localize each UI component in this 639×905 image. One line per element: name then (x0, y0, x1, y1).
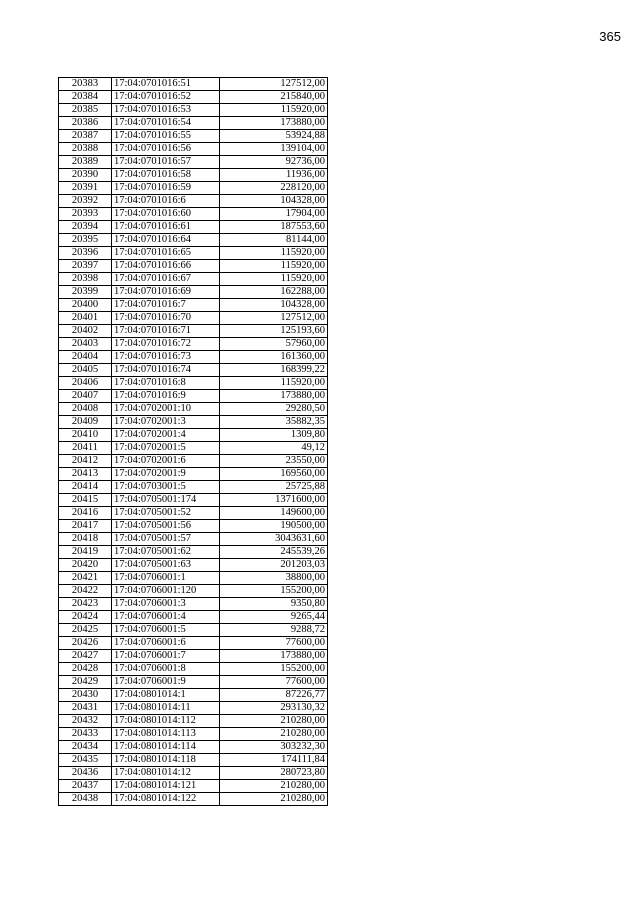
table-row (59, 520, 328, 533)
cadastral-number-cell: 17:04:0703001:5 (112, 481, 220, 494)
value-cell: 115920,00 (220, 273, 328, 286)
row-number-cell: 20429 (59, 676, 112, 689)
cadastral-number-cell: 17:04:0701016:65 (112, 247, 220, 260)
value-cell: 187553,60 (220, 221, 328, 234)
cadastral-number-cell: 17:04:0801014:121 (112, 780, 220, 793)
value-cell: 210280,00 (220, 715, 328, 728)
value-cell: 115920,00 (220, 247, 328, 260)
row-number-cell: 20436 (59, 767, 112, 780)
value-cell: 49,12 (220, 442, 328, 455)
table-row (59, 546, 328, 559)
value-cell: 190500,00 (220, 520, 328, 533)
cadastral-number-cell: 17:04:0801014:118 (112, 754, 220, 767)
table-body (59, 78, 328, 806)
cadastral-number-cell: 17:04:0702001:4 (112, 429, 220, 442)
cadastral-number-cell: 17:04:0706001:9 (112, 676, 220, 689)
row-number-cell: 20384 (59, 91, 112, 104)
row-number-cell: 20438 (59, 793, 112, 806)
row-number-cell: 20409 (59, 416, 112, 429)
table-row (59, 611, 328, 624)
value-cell: 115920,00 (220, 104, 328, 117)
cadastral-number-cell: 17:04:0706001:120 (112, 585, 220, 598)
cadastral-number-cell: 17:04:0701016:59 (112, 182, 220, 195)
table-row (59, 455, 328, 468)
table-row (59, 299, 328, 312)
value-cell: 174111,84 (220, 754, 328, 767)
table-row (59, 104, 328, 117)
table-row (59, 572, 328, 585)
cadastral-number-cell: 17:04:0701016:60 (112, 208, 220, 221)
cadastral-number-cell: 17:04:0702001:3 (112, 416, 220, 429)
table-row (59, 260, 328, 273)
row-number-cell: 20404 (59, 351, 112, 364)
row-number-cell: 20407 (59, 390, 112, 403)
cadastral-number-cell: 17:04:0801014:112 (112, 715, 220, 728)
row-number-cell: 20431 (59, 702, 112, 715)
table-row (59, 663, 328, 676)
table-row (59, 351, 328, 364)
row-number-cell: 20386 (59, 117, 112, 130)
cadastral-number-cell: 17:04:0801014:1 (112, 689, 220, 702)
cadastral-number-cell: 17:04:0706001:8 (112, 663, 220, 676)
value-cell: 280723,80 (220, 767, 328, 780)
row-number-cell: 20389 (59, 156, 112, 169)
table-row (59, 741, 328, 754)
row-number-cell: 20383 (59, 78, 112, 91)
row-number-cell: 20397 (59, 260, 112, 273)
row-number-cell: 20410 (59, 429, 112, 442)
row-number-cell: 20394 (59, 221, 112, 234)
table-row (59, 130, 328, 143)
cadastral-number-cell: 17:04:0702001:6 (112, 455, 220, 468)
table-row (59, 793, 328, 806)
value-cell: 25725,88 (220, 481, 328, 494)
table-row (59, 182, 328, 195)
cadastral-value-table (58, 77, 328, 806)
row-number-cell: 20403 (59, 338, 112, 351)
value-cell: 11936,00 (220, 169, 328, 182)
value-cell: 127512,00 (220, 78, 328, 91)
cadastral-number-cell: 17:04:0702001:9 (112, 468, 220, 481)
cadastral-number-cell: 17:04:0705001:52 (112, 507, 220, 520)
row-number-cell: 20396 (59, 247, 112, 260)
row-number-cell: 20425 (59, 624, 112, 637)
row-number-cell: 20398 (59, 273, 112, 286)
value-cell: 17904,00 (220, 208, 328, 221)
value-cell: 87226,77 (220, 689, 328, 702)
row-number-cell: 20393 (59, 208, 112, 221)
table-row (59, 494, 328, 507)
value-cell: 303232,30 (220, 741, 328, 754)
value-cell: 115920,00 (220, 377, 328, 390)
value-cell: 77600,00 (220, 676, 328, 689)
value-cell: 127512,00 (220, 312, 328, 325)
value-cell: 215840,00 (220, 91, 328, 104)
table-row (59, 143, 328, 156)
cadastral-number-cell: 17:04:0801014:113 (112, 728, 220, 741)
cadastral-number-cell: 17:04:0801014:11 (112, 702, 220, 715)
table-row (59, 234, 328, 247)
row-number-cell: 20435 (59, 754, 112, 767)
table-row (59, 754, 328, 767)
row-number-cell: 20414 (59, 481, 112, 494)
row-number-cell: 20420 (59, 559, 112, 572)
table-row (59, 91, 328, 104)
cadastral-number-cell: 17:04:0701016:9 (112, 390, 220, 403)
table-row (59, 117, 328, 130)
row-number-cell: 20418 (59, 533, 112, 546)
row-number-cell: 20390 (59, 169, 112, 182)
value-cell: 173880,00 (220, 650, 328, 663)
cadastral-number-cell: 17:04:0706001:7 (112, 650, 220, 663)
table-row (59, 221, 328, 234)
table-row (59, 507, 328, 520)
table-row (59, 325, 328, 338)
cadastral-number-cell: 17:04:0701016:72 (112, 338, 220, 351)
row-number-cell: 20399 (59, 286, 112, 299)
row-number-cell: 20419 (59, 546, 112, 559)
table-row (59, 429, 328, 442)
value-cell: 35882,35 (220, 416, 328, 429)
value-cell: 210280,00 (220, 793, 328, 806)
row-number-cell: 20430 (59, 689, 112, 702)
table-row (59, 702, 328, 715)
row-number-cell: 20434 (59, 741, 112, 754)
value-cell: 81144,00 (220, 234, 328, 247)
value-cell: 168399,22 (220, 364, 328, 377)
value-cell: 104328,00 (220, 195, 328, 208)
table-row (59, 338, 328, 351)
cadastral-number-cell: 17:04:0701016:6 (112, 195, 220, 208)
row-number-cell: 20406 (59, 377, 112, 390)
value-cell: 3043631,60 (220, 533, 328, 546)
table-row (59, 533, 328, 546)
value-cell: 201203,03 (220, 559, 328, 572)
row-number-cell: 20427 (59, 650, 112, 663)
value-cell: 228120,00 (220, 182, 328, 195)
value-cell: 38800,00 (220, 572, 328, 585)
cadastral-number-cell: 17:04:0701016:66 (112, 260, 220, 273)
cadastral-number-cell: 17:04:0705001:56 (112, 520, 220, 533)
table-row (59, 195, 328, 208)
cadastral-number-cell: 17:04:0701016:69 (112, 286, 220, 299)
cadastral-number-cell: 17:04:0705001:62 (112, 546, 220, 559)
cadastral-number-cell: 17:04:0701016:73 (112, 351, 220, 364)
value-cell: 210280,00 (220, 780, 328, 793)
value-cell: 9350,80 (220, 598, 328, 611)
cadastral-number-cell: 17:04:0702001:10 (112, 403, 220, 416)
value-cell: 77600,00 (220, 637, 328, 650)
cadastral-number-cell: 17:04:0801014:122 (112, 793, 220, 806)
page-number: 365 (599, 29, 621, 44)
value-cell: 169560,00 (220, 468, 328, 481)
cadastral-number-cell: 17:04:0701016:58 (112, 169, 220, 182)
value-cell: 155200,00 (220, 585, 328, 598)
value-cell: 9265,44 (220, 611, 328, 624)
value-cell: 245539,26 (220, 546, 328, 559)
table-row (59, 637, 328, 650)
table-row (59, 416, 328, 429)
value-cell: 1371600,00 (220, 494, 328, 507)
table-row (59, 468, 328, 481)
row-number-cell: 20428 (59, 663, 112, 676)
cadastral-number-cell: 17:04:0801014:12 (112, 767, 220, 780)
value-cell: 173880,00 (220, 117, 328, 130)
cadastral-number-cell: 17:04:0701016:8 (112, 377, 220, 390)
value-cell: 1309,80 (220, 429, 328, 442)
table-row (59, 403, 328, 416)
cadastral-number-cell: 17:04:0702001:5 (112, 442, 220, 455)
value-cell: 29280,50 (220, 403, 328, 416)
row-number-cell: 20400 (59, 299, 112, 312)
row-number-cell: 20395 (59, 234, 112, 247)
row-number-cell: 20423 (59, 598, 112, 611)
row-number-cell: 20417 (59, 520, 112, 533)
cadastral-number-cell: 17:04:0701016:55 (112, 130, 220, 143)
row-number-cell: 20401 (59, 312, 112, 325)
table-row (59, 156, 328, 169)
cadastral-number-cell: 17:04:0701016:67 (112, 273, 220, 286)
row-number-cell: 20412 (59, 455, 112, 468)
table-row (59, 78, 328, 91)
row-number-cell: 20411 (59, 442, 112, 455)
table-row (59, 442, 328, 455)
row-number-cell: 20392 (59, 195, 112, 208)
value-cell: 210280,00 (220, 728, 328, 741)
cadastral-number-cell: 17:04:0705001:174 (112, 494, 220, 507)
cadastral-number-cell: 17:04:0706001:1 (112, 572, 220, 585)
row-number-cell: 20426 (59, 637, 112, 650)
row-number-cell: 20421 (59, 572, 112, 585)
value-cell: 23550,00 (220, 455, 328, 468)
row-number-cell: 20391 (59, 182, 112, 195)
table-row (59, 598, 328, 611)
row-number-cell: 20422 (59, 585, 112, 598)
row-number-cell: 20405 (59, 364, 112, 377)
cadastral-number-cell: 17:04:0706001:5 (112, 624, 220, 637)
cadastral-number-cell: 17:04:0701016:52 (112, 91, 220, 104)
value-cell: 92736,00 (220, 156, 328, 169)
table-row (59, 585, 328, 598)
row-number-cell: 20413 (59, 468, 112, 481)
table-row (59, 689, 328, 702)
table-row (59, 273, 328, 286)
table-row (59, 312, 328, 325)
value-cell: 162288,00 (220, 286, 328, 299)
cadastral-number-cell: 17:04:0701016:56 (112, 143, 220, 156)
cadastral-number-cell: 17:04:0706001:6 (112, 637, 220, 650)
table-row (59, 377, 328, 390)
cadastral-number-cell: 17:04:0705001:57 (112, 533, 220, 546)
table-row (59, 364, 328, 377)
value-cell: 149600,00 (220, 507, 328, 520)
row-number-cell: 20432 (59, 715, 112, 728)
table-row (59, 676, 328, 689)
cadastral-number-cell: 17:04:0801014:114 (112, 741, 220, 754)
value-cell: 293130,32 (220, 702, 328, 715)
value-cell: 57960,00 (220, 338, 328, 351)
cadastral-number-cell: 17:04:0701016:74 (112, 364, 220, 377)
cadastral-number-cell: 17:04:0706001:4 (112, 611, 220, 624)
value-cell: 115920,00 (220, 260, 328, 273)
cadastral-number-cell: 17:04:0705001:63 (112, 559, 220, 572)
value-cell: 9288,72 (220, 624, 328, 637)
cadastral-number-cell: 17:04:0701016:64 (112, 234, 220, 247)
cadastral-number-cell: 17:04:0701016:51 (112, 78, 220, 91)
value-cell: 139104,00 (220, 143, 328, 156)
table-row (59, 650, 328, 663)
row-number-cell: 20388 (59, 143, 112, 156)
cadastral-number-cell: 17:04:0701016:70 (112, 312, 220, 325)
table-row (59, 247, 328, 260)
row-number-cell: 20408 (59, 403, 112, 416)
table-row (59, 390, 328, 403)
cadastral-number-cell: 17:04:0701016:7 (112, 299, 220, 312)
table-row (59, 767, 328, 780)
cadastral-number-cell: 17:04:0701016:54 (112, 117, 220, 130)
table-row (59, 780, 328, 793)
row-number-cell: 20424 (59, 611, 112, 624)
cadastral-number-cell: 17:04:0701016:53 (112, 104, 220, 117)
cadastral-number-cell: 17:04:0701016:57 (112, 156, 220, 169)
row-number-cell: 20402 (59, 325, 112, 338)
value-cell: 155200,00 (220, 663, 328, 676)
value-cell: 161360,00 (220, 351, 328, 364)
row-number-cell: 20415 (59, 494, 112, 507)
row-number-cell: 20416 (59, 507, 112, 520)
table-row (59, 169, 328, 182)
cadastral-number-cell: 17:04:0701016:61 (112, 221, 220, 234)
table-row (59, 481, 328, 494)
value-cell: 53924,88 (220, 130, 328, 143)
cadastral-number-cell: 17:04:0706001:3 (112, 598, 220, 611)
value-cell: 104328,00 (220, 299, 328, 312)
row-number-cell: 20433 (59, 728, 112, 741)
table-row (59, 286, 328, 299)
row-number-cell: 20387 (59, 130, 112, 143)
table-row (59, 728, 328, 741)
value-cell: 173880,00 (220, 390, 328, 403)
row-number-cell: 20437 (59, 780, 112, 793)
row-number-cell: 20385 (59, 104, 112, 117)
table-row (59, 208, 328, 221)
table-row (59, 624, 328, 637)
value-cell: 125193,60 (220, 325, 328, 338)
table-row (59, 559, 328, 572)
table-row (59, 715, 328, 728)
cadastral-number-cell: 17:04:0701016:71 (112, 325, 220, 338)
